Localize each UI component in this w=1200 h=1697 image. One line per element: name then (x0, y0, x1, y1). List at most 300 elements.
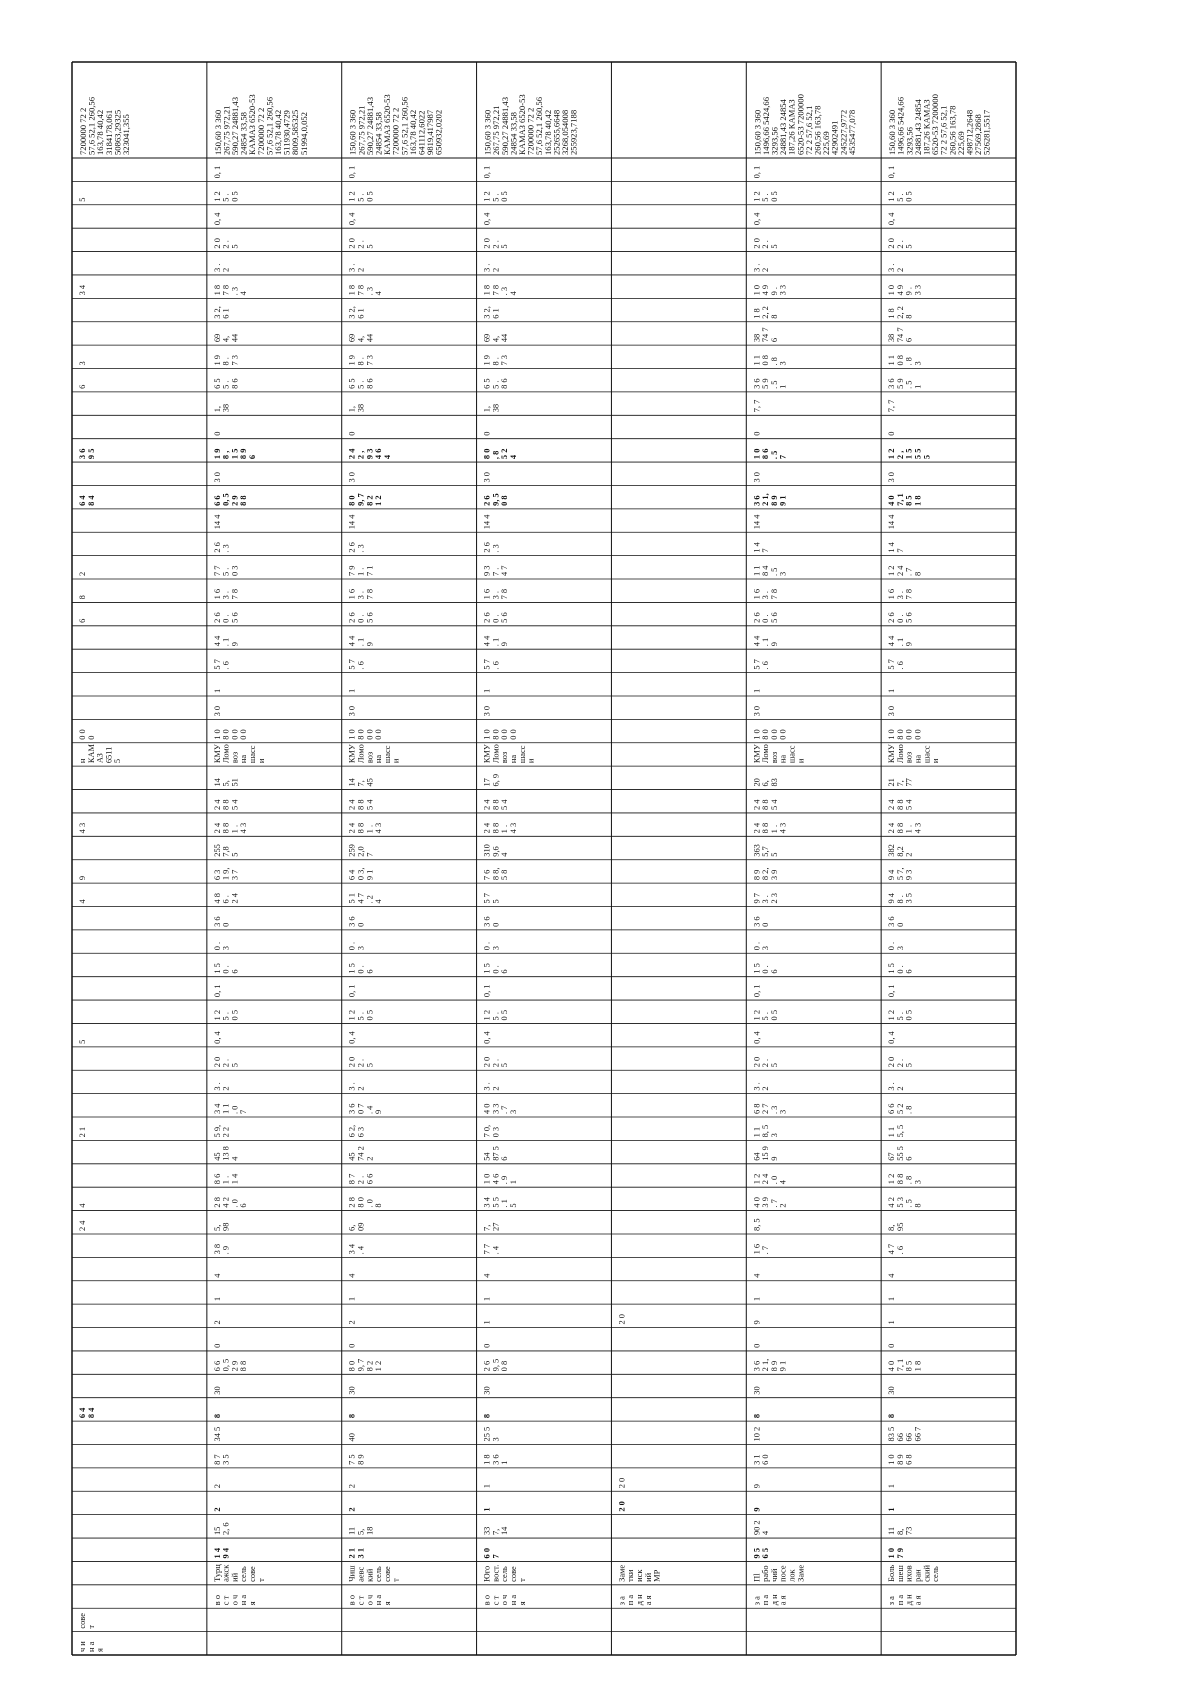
totals-line: 7200000 72 2 (255, 107, 266, 155)
cell-text: 6 5 (761, 1547, 771, 1559)
cell-text: 4 3 (78, 822, 87, 834)
cell-text: . 4 (365, 1105, 375, 1115)
cell-text: 3 . (887, 263, 897, 272)
cell-text: 7 3 (365, 355, 375, 366)
cell-text: 6511 (104, 746, 114, 764)
cell-text: 0, 4 (752, 1031, 762, 1044)
cell-text: 3 . (482, 1082, 492, 1091)
table-cell (213, 566, 240, 576)
table-cell (483, 306, 501, 319)
cell-text: . 7 (904, 567, 914, 577)
cell-text: 8 4 (86, 1407, 96, 1419)
cell-text: . 1 (761, 637, 771, 647)
cell-text: 3 (769, 1133, 779, 1138)
cell-text: 1 2 (887, 191, 897, 202)
table-cell (483, 1273, 492, 1278)
table-cell (213, 612, 240, 622)
cell-text: 9 (769, 1156, 779, 1161)
cell-text: 7, 7 (887, 399, 897, 413)
cell-text: 6 (769, 969, 779, 974)
table-cell (213, 1484, 222, 1488)
cell-text: 2 6 (887, 612, 897, 623)
cell-text: а я (913, 1595, 923, 1606)
cell-text: 1 8 (752, 308, 762, 319)
table-cell (887, 844, 914, 857)
cell-text: 5 7, (895, 867, 905, 881)
cell-text: 1 . (230, 824, 240, 834)
cell-text: . 4 (356, 1245, 366, 1255)
table-cell (752, 1359, 787, 1372)
cell-text: на (508, 754, 518, 764)
table-cell (348, 659, 366, 669)
cell-text: 9 . (904, 286, 914, 296)
cell-text: 7 9 (347, 565, 357, 577)
cell-text: 8 . (356, 357, 366, 366)
cell-text: 54 (482, 1152, 492, 1161)
cell-text: 7 0, (482, 1124, 492, 1138)
cell-text: шасс (922, 745, 932, 764)
cell-text: 3 0 (212, 705, 222, 717)
cell-text: . 0 (365, 1199, 375, 1208)
cell-text: 8 4 (761, 565, 771, 577)
cell-text: 1 (482, 1296, 492, 1302)
cell-text: Турц (212, 1564, 222, 1582)
cell-text: шасс (517, 745, 527, 764)
table-cell (78, 1220, 87, 1231)
cell-text: 3 0 (887, 472, 897, 483)
cell-text: 1 . (221, 1175, 231, 1185)
table-cell (483, 729, 518, 739)
cell-text: 30 (347, 1386, 357, 1395)
cell-text: 5 8 (500, 869, 510, 881)
cell-text: 4 (761, 1530, 771, 1536)
table-cell (887, 306, 914, 319)
cell-text: 7, 1 (895, 1358, 905, 1372)
cell-text: 7 (761, 548, 771, 553)
cell-text: 1 9 (482, 355, 492, 366)
cell-text: 2 . (221, 1058, 231, 1068)
totals-line: 163,78 40,42 (273, 109, 284, 155)
table-cell (348, 612, 375, 622)
cell-text: 5 (230, 852, 240, 857)
cell-text: 2 (491, 267, 501, 272)
cell-text: 4 6 (491, 1173, 501, 1185)
table-cell (752, 893, 779, 903)
cell-text: 5,7 (761, 846, 771, 857)
totals-line: 1496,66 5424,66 (895, 96, 906, 155)
cell-text: 0 0 (904, 729, 914, 740)
cell-text: 0 . (491, 614, 501, 623)
cell-text: 2 (212, 1484, 222, 1489)
cell-text: 7 8 (356, 284, 366, 296)
cell-text: 4 (382, 454, 392, 460)
cell-text: я (382, 1601, 392, 1606)
cell-text: 8 0 (895, 729, 905, 740)
cell-text: 5 9 (895, 378, 905, 389)
cell-text: 2 . (761, 240, 771, 249)
table-cell (483, 264, 501, 272)
cell-text: 1 8 (887, 308, 897, 319)
cell-text: 1 (887, 1484, 897, 1489)
cell-text: 0, 1 (887, 165, 897, 179)
cell-text: 1 8 (482, 284, 492, 296)
cell-text: кий (365, 1568, 375, 1582)
cell-text: 9 4 (887, 893, 897, 904)
cell-text: 38 (491, 403, 501, 413)
table-cell (752, 378, 787, 388)
cell-text: 0 5 (769, 191, 779, 202)
cell-text: 7 3 (230, 355, 240, 366)
totals-line: 1496,66 5424,66 (760, 96, 771, 155)
cell-text: 7, (895, 780, 905, 787)
cell-text: 4 (78, 899, 87, 904)
cell-text: 7 8 (230, 588, 240, 600)
table-cell (213, 355, 240, 365)
table-cell (887, 635, 914, 646)
cell-text: 8 8 (221, 799, 231, 810)
cell-text: 5 6 (769, 612, 779, 623)
totals-line: 252655,6648 (551, 109, 562, 155)
cell-text: 7 8 (365, 588, 375, 600)
table-cell (483, 916, 501, 926)
cell-text: 9 (78, 875, 87, 881)
table-cell (752, 1297, 761, 1301)
cell-text: 2 (904, 852, 914, 857)
table-cell (752, 1454, 770, 1464)
cell-text: 0, 1 (482, 984, 492, 998)
cell-text: 4 (239, 291, 249, 296)
cell-text: 1, (347, 406, 357, 413)
cell-text: 8 8 (221, 822, 231, 834)
cell-text: 8 9 (895, 1454, 905, 1465)
totals-line: 24854 33,58 (238, 112, 249, 155)
cell-text: 5 . (356, 1012, 366, 1021)
cell-text: 4 4 (752, 635, 762, 647)
cell-text: 5 . (491, 380, 501, 389)
table-cell (617, 1478, 626, 1488)
table-cell (78, 1040, 87, 1044)
totals-line: 24881,43 24854 (912, 99, 923, 155)
cell-text: 3 (221, 946, 231, 951)
cell-text: 0, 4 (347, 212, 357, 226)
totals-line: 51994,0,052 (298, 112, 309, 155)
cell-text: 14 (500, 1526, 510, 1536)
table-cell (617, 1501, 626, 1511)
cell-text: 9 3 (482, 565, 492, 577)
cell-text: 3 6 (752, 378, 762, 389)
table-cell (348, 1010, 375, 1020)
table-cell (887, 1223, 905, 1231)
cell-text: 45 (347, 1152, 357, 1161)
cell-text: 4 (230, 1156, 240, 1161)
cell-text: 0 3 (230, 565, 240, 577)
cell-text: 3 2, (347, 306, 357, 319)
table-cell (887, 985, 896, 998)
cell-text: п а (626, 1594, 636, 1606)
cell-text: 7 7 (212, 565, 222, 577)
cell-text: 2 1, (761, 1358, 771, 1372)
table-cell (483, 1344, 492, 1348)
cell-text: 9 (752, 1507, 762, 1512)
cell-text: Боль (887, 1564, 897, 1582)
table-cell (752, 1414, 761, 1418)
cell-text: 6 8 (752, 1103, 762, 1115)
cell-text: 69 (482, 333, 492, 343)
cell-text: 9 . (769, 286, 779, 296)
table-cell (752, 1010, 779, 1020)
table-cell (213, 589, 240, 599)
cell-text: а я (778, 1595, 788, 1606)
cell-text: 4 0 (482, 1103, 492, 1115)
cell-text: 3 (78, 361, 87, 366)
cell-text: 1 (887, 1507, 897, 1512)
cell-text: 2 0 (482, 1056, 492, 1068)
cell-text: 6 4 (347, 869, 357, 881)
cell-text: 0 0 (778, 729, 788, 740)
table-cell (887, 378, 922, 388)
cell-text: 0 5 (769, 1009, 779, 1021)
cell-text: 4 (482, 1273, 492, 1278)
cell-text: 5, 5 (895, 1124, 905, 1138)
cell-text: Ломо (895, 744, 905, 764)
totals-line: 8009,585325 (290, 109, 301, 155)
cell-text: 0, 4 (482, 212, 492, 226)
table-cell (78, 595, 87, 599)
cell-text: ий (643, 1572, 653, 1582)
table-cell (887, 1125, 905, 1138)
table-cell (887, 729, 922, 739)
cell-text: 1 1 (887, 355, 897, 366)
cell-text: с т (356, 1595, 366, 1606)
cell-text: 2 (761, 267, 771, 272)
table-cell (483, 285, 518, 295)
cell-text: 3 1 (752, 1454, 762, 1465)
table-cell (887, 238, 914, 248)
cell-text: 8 9 (356, 1454, 366, 1465)
table-cell (348, 689, 357, 693)
cell-text: 1 8 (913, 495, 923, 506)
cell-text: 2 (778, 1203, 788, 1208)
cell-text: 6, 9 (491, 773, 501, 787)
totals-line: 24881,43 24854 (778, 99, 789, 155)
cell-text: 6 1 (356, 308, 366, 319)
cell-text: 1 . (500, 824, 510, 834)
cell-text: 3 4 (482, 1197, 492, 1208)
cell-text: 69 (212, 333, 222, 343)
totals-line: 150,60 3 360 (347, 109, 358, 155)
cell-text: 8 9 (769, 495, 779, 506)
cell-text: 4 6 (374, 448, 384, 460)
table-cell (752, 432, 761, 436)
table-cell (213, 1146, 240, 1161)
table-cell (483, 1082, 501, 1090)
cell-text: 5 4 (365, 799, 375, 810)
cell-text: 0 (482, 431, 492, 436)
cell-text: 1 6 (482, 588, 492, 600)
cell-text: КМУ (347, 744, 357, 764)
cell-text: 1 (887, 688, 897, 693)
cell-text: 2,0 (356, 846, 366, 857)
cell-text: . 7 (769, 1199, 779, 1208)
cell-text: 2, 2 (895, 306, 905, 319)
cell-text: 7 5 (347, 1454, 357, 1465)
cell-text: 5 (113, 758, 123, 764)
cell-text: в о (482, 1594, 492, 1606)
cell-text: 8 8 (895, 822, 905, 834)
cell-text: 2 0 (752, 1056, 762, 1068)
table-cell (752, 1173, 787, 1184)
cell-text: 5 4 (230, 799, 240, 810)
cell-text: 2 (365, 1156, 375, 1161)
table-cell (213, 822, 248, 833)
table-cell (348, 1174, 375, 1184)
table-cell (752, 635, 779, 646)
cell-text: 5, (221, 780, 231, 787)
cell-text: 2 6 (212, 612, 222, 623)
cell-text: н а (508, 1594, 518, 1606)
cell-text: 0 . (356, 614, 366, 623)
cell-text: 1 2 (212, 191, 222, 202)
cell-text: 2 0 (212, 1056, 222, 1068)
cell-text: 6, (347, 1224, 357, 1231)
cell-text: . 1 (895, 637, 905, 647)
cell-text: сель (500, 1566, 510, 1582)
cell-text: 1 0 (887, 729, 897, 740)
cell-text: 8, 5 (761, 1124, 771, 1138)
cell-text: 259 (347, 844, 357, 857)
table-cell (78, 876, 87, 880)
table-cell (752, 449, 787, 459)
cell-text: шасс (787, 745, 797, 764)
table-cell (483, 432, 492, 436)
cell-text: 382 (887, 844, 897, 857)
table-cell (78, 729, 96, 739)
table-cell (348, 1527, 375, 1535)
cell-text: 0 5 (230, 1009, 240, 1021)
cell-text: . 5 (904, 1199, 914, 1208)
cell-text: 3 (913, 1180, 923, 1185)
cell-text: 0 5 (365, 191, 375, 202)
cell-text: 5 (365, 1063, 375, 1068)
cell-text: и (796, 758, 806, 764)
cell-text: 3 2, (482, 306, 492, 319)
cell-text: 7 8 (221, 284, 231, 296)
cell-text: 2 0 (212, 238, 222, 249)
table-cell (483, 472, 492, 482)
table-cell (752, 264, 770, 272)
cell-text: 7 (778, 454, 788, 460)
cell-text: 3 6 (491, 1454, 501, 1465)
table-cell (78, 449, 96, 459)
table-cell (213, 1594, 257, 1605)
cell-text: 3 (895, 946, 905, 951)
cell-text: 7 8 (904, 588, 914, 600)
cell-text: 8 6 (212, 1173, 222, 1185)
cell-text: 7 8 (769, 588, 779, 600)
cell-text: 8, 5 (752, 1218, 762, 1231)
cell-text: 8, (887, 1224, 897, 1231)
table-cell (752, 1273, 761, 1278)
cell-text: 1 2 (482, 1009, 492, 1021)
table-cell (348, 514, 357, 529)
cell-text: 0 . (752, 941, 762, 951)
table-cell (483, 191, 510, 201)
cell-text: 2 4 (78, 1220, 87, 1231)
cell-text: 5 . (221, 380, 231, 389)
cell-text: шеш (895, 1565, 905, 1582)
table-cell (752, 1565, 805, 1582)
cell-text: 0 (752, 1343, 762, 1348)
cell-text: 5 4 (500, 799, 510, 810)
table-cell (483, 1386, 492, 1394)
cell-text: . 5 (769, 380, 779, 389)
cell-text: 38 (221, 403, 231, 413)
cell-text: 1 (482, 1484, 492, 1489)
table-cell (348, 1359, 383, 1372)
cell-text: 3 6 (887, 916, 897, 927)
cell-text: . 5 (769, 450, 779, 460)
table-cell (483, 1320, 492, 1324)
cell-text: 2 4 (212, 822, 222, 834)
table-cell (348, 1433, 357, 1441)
table-cell (752, 355, 787, 365)
table-cell (752, 744, 805, 763)
cell-text: 3 6 (887, 378, 897, 389)
cell-text: т (86, 1624, 96, 1629)
table-cell (483, 514, 492, 529)
cell-text: 1 0 (347, 729, 357, 740)
totals-line: 150,60 3 360 (887, 109, 898, 155)
table-cell (213, 472, 222, 482)
cell-text: 6 5 (347, 378, 357, 389)
table-cell (752, 306, 779, 319)
cell-text: 8 6 (230, 378, 240, 389)
cell-text: 6 2, (347, 1124, 357, 1138)
cell-text: ихов (904, 1565, 914, 1582)
cell-text: в о (212, 1594, 222, 1606)
cell-text: 3 . (347, 263, 357, 272)
totals-line: 3184178,061 (103, 109, 114, 155)
table-cell (483, 1244, 501, 1254)
cell-text: . 0 (769, 1175, 779, 1185)
cell-text: 2 4 (347, 448, 357, 460)
table-cell (213, 659, 231, 669)
cell-text: . 8 (904, 1105, 914, 1115)
table-cell (348, 1414, 357, 1418)
cell-text: 7 6 (482, 869, 492, 881)
table-cell (887, 1104, 914, 1114)
table-cell (887, 822, 922, 833)
cell-text: 5 4 (904, 799, 914, 810)
totals-line: 7200000 72 2 (525, 107, 536, 155)
table-cell (483, 844, 510, 857)
table-cell (78, 1127, 87, 1137)
cell-text: 2 (895, 1086, 905, 1091)
cell-text: 4 (374, 899, 384, 904)
cell-text: п а (761, 1594, 771, 1606)
cell-text: тки (626, 1569, 636, 1582)
cell-text: 3 . (752, 1082, 762, 1091)
table-cell (887, 1174, 922, 1184)
cell-text: 4 2 (887, 1197, 897, 1208)
cell-text: 4 (374, 291, 384, 296)
table-cell (483, 355, 510, 365)
table-cell (348, 1594, 392, 1605)
cell-text: сель (931, 1566, 941, 1582)
cell-text: аевс (356, 1566, 366, 1582)
cell-text: 1 5 (230, 448, 240, 460)
table-cell (752, 212, 761, 225)
